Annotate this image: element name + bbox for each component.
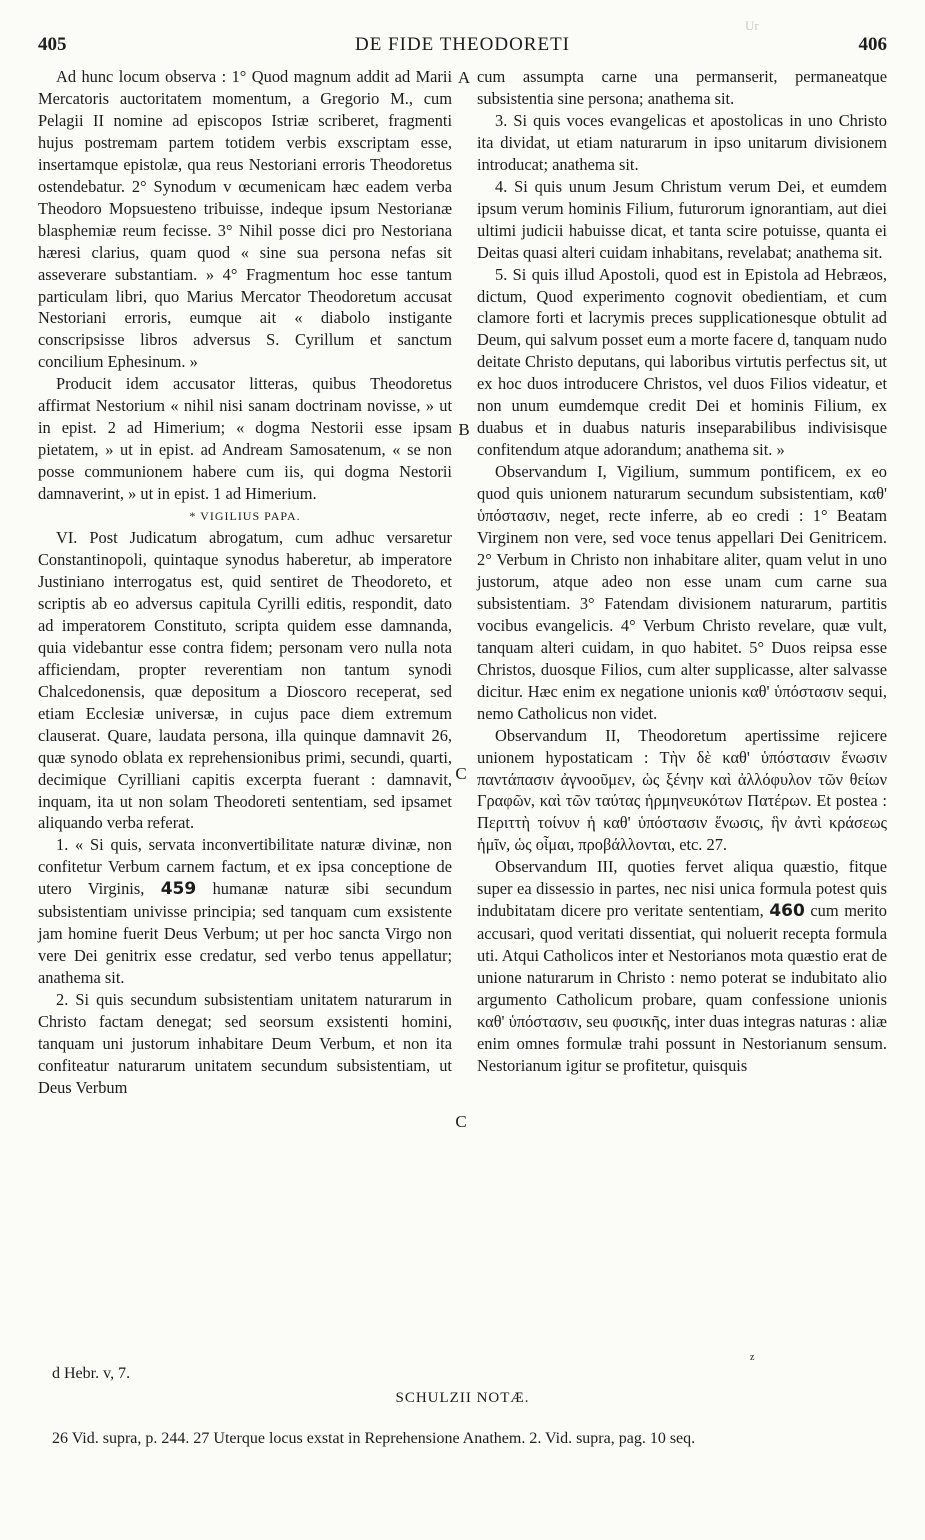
- paragraph: [477, 856, 887, 1077]
- editor-footnotes: 26 Vid. supra, p. 244. 27 Uterque locus exstat in Reprehensione Anathem. 2. Vid. supra, pag. 10 seq.: [52, 1430, 696, 1447]
- paragraph: Observandum I, Vigilium, summum pontificem, ex eo quod quis unionem naturarum secundum subsistentiam, καθ' ὑπόστασιν, neget, recte inferre, ab eo credi : 1° Beatam Virginem non vere, sed voce tenus appellari Dei Genitricem. 2° Verbum in Christo non inhabitare aliter, quam velut in uno justorum, atque adeo non esse unam cum carne sua subsistentiam. 3° Fatendam divisionem naturarum, partitis vocibus evangelicis. 4° Verbum Christo revelare, quæ vult, tanquam alteri cuidam, in quo habitet. 5° Duos reipsa esse Christos, duosque Filios, cum alter supplicasse, alter salvasse dicitur. Hæc enim ex negatione unionis καθ' ὑπόστασιν sequi, nemo Catholicus non videt.: [477, 462, 887, 723]
- faint-stamp: Ur: [745, 18, 759, 33]
- paragraph: [38, 834, 452, 989]
- margin-letter-b: B: [458, 420, 470, 439]
- text-run: 1. « Si quis, servata inconvertibilitate naturæ divinæ, non confitetur Verbum carnem factum, et ex ipsa conceptione de utero Virginis,: [38, 835, 452, 899]
- paragraph: Observandum II, Theodoretum apertissime rejicere unionem hypostaticam : Τὴν δὲ καθ' ὑπόστασιν ἕνωσιν παντάπασιν ἀγνοοῦμεν, ὡς ξένην καὶ ἀλλόφυλον τῶν θείων Γραφῶν, καὶ τῶν ταύτας ἡρμηνευκότων Πατέρων. Et postea : Περιττὴ τοίνυν ἡ καθ' ὑπόστασιν ἕνωσις, ἣν ἀντὶ κράσεως ἡμῖν, ὡς οἶμαι, προβάλλονται, etc. 27.: [477, 725, 887, 855]
- page-footnote: d Hebr. v, 7.: [52, 1365, 131, 1382]
- margin-letter-a: A: [457, 68, 471, 87]
- margin-letter-c: C: [455, 764, 467, 783]
- notes-heading: SCHULZII NOTÆ.: [395, 1390, 530, 1406]
- paragraph: 4. Si quis unum Jesum Christum verum Dei, et eumdem ipsum verum hominis Filium, futurorum ignorantiam, aut diei ultimi judicii habuisse dicat, et tanta scire potuisse, quanta ei Deitas quasi alteri cuidam inhabitans, revelabat; anathema sit.: [477, 176, 887, 262]
- paragraph: Producit idem accusator litteras, quibus Theodoretus affirmat Nestorium « nihil nisi sanam doctrinam novisse, » ut in epist. 2 ad Himerium; « dogma Nestorii esse ipsam pietatem, » ut in epist. ad Andream Samosatenum, « se non posse communionem habere cum iis, qui dogma Nestorii damnaverint, » ut in epist. 1 ad Himerium.: [38, 374, 452, 504]
- page-number-left: 405: [38, 34, 67, 55]
- page-number-right: 406: [858, 34, 887, 55]
- right-column: [477, 66, 887, 1077]
- small-mark: z: [750, 1352, 755, 1363]
- paragraph: 5. Si quis illud Apostoli, quod est in Epistola ad Hebræos, dictum, Quod experimento cognovit obedientiam, et cum clamore forti et lacrymis preces supplicationesque obtulit ad Deum, qui salvum posset eum a morte facere d, tanquam nudo deitate Christo deputans, qui laboribus virtutis perfectus sit, ut ex hoc duos introducere Christos, vel duos Filios videatur, et non unum eumdemque credit Dei et hominis Filium, ex duabus et in duabus naturis inseparabilibus indivisisque confitendum atque adorandum; anathema sit. »: [477, 264, 887, 460]
- paragraph: 2. Si quis secundum subsistentiam unitatem naturarum in Christo factam denegat; sed seorsum exsistenti homini, tanquam uni justorum inhabitare Deum Verbum, et non ita confiteatur naturarum unitatem secundum subsistentiam, ut Deus Verbum: [38, 990, 452, 1097]
- running-title: DE FIDE THEODORETI: [354, 34, 570, 55]
- left-column: [38, 66, 452, 1099]
- column-number: 459: [160, 879, 197, 900]
- paragraph: 3. Si quis voces evangelicas et apostolicas in uno Christo ita dividat, ut etiam naturarum in ipso unitarum divisionem introducat; anathema sit.: [477, 110, 887, 174]
- section-heading: * VIGILIUS PAPA.: [189, 509, 301, 524]
- paragraph: Ad hunc locum observa : 1° Quod magnum addit ad Marii Mercatoris auctoritatem momentum, a Gregorio M., cum Pelagii II nomine ad episcopos Istriæ scriberet, fragmenti hujus postremam partem totidem verbis exscriptam esse, insertamque epistolæ, qua reus Nestoriani erroris Theodoretus ostendebatur. 2° Synodum v œcumenicam hæc eadem verba Theodoro Mopsuesteno tribuisse, indeque ipsum Nestorianæ blasphemiæ reum fecisse. 3° Nihil posse dici pro Nestoriana hæresi clarius, quam quod « sine sua persona nefas sit asseverare substantiam. » 4° Fragmentum hoc esse tantum particulam libri, quo Marius Mercator Theodoretum accusat Nestoriani erroris, eumque ait « diabolo instigante conscripsisse libros adversus S. Cyrillum et sanctum concilium Ephesinum. »: [38, 67, 452, 372]
- page-header: [38, 34, 887, 60]
- margin-letter-c: C: [455, 1112, 467, 1131]
- text-run: humanæ naturæ sibi secundum subsistentiam univisse principia; sed tanquam cum exsistente jam homine fuerit Deus Verbum; ut per hoc sancta Virgo non vere Dei genitrix esse credatur, sed verbo tenus appellatur; anathema sit.: [38, 879, 452, 988]
- text-run: cum merito accusari, quod veritati dissentiat, qui noluerit recepta formula uti. Atqui Catholicos inter et Nestorianos mota quæstio erat de unione naturarum in Christo : nemo poterat se indubitato alio argumento Catholicum probare, quam confessione unionis καθ' ὑπόστασιν, seu φυσικῆς, inter duas integras naturas : aliæ enim omnes formulæ trahi possunt in Nestorianum sensum. Nestorianum igitur se profitetur, quisquis: [477, 901, 887, 1075]
- paragraph: VI. Post Judicatum abrogatum, cum adhuc versaretur Constantinopoli, quintaque synodus haberetur, ab imperatore Justiniano interrogatus est, quid sentiret de Theodoreto, et scriptis ab eo adversus capitula Cyrilli editis, respondit, dato ad imperatorem Constituto, scripta quidem esse damnanda, quia videbantur esse contra fidem; personam vero nulla nota afficiendam, propter reverentiam non tantum synodi Chalcedonensis, quæ depositum a Dioscoro receperat, sed etiam Ecclesiæ universæ, in cujus pace diem extremum clauserat. Quare, laudata persona, illa quinque damnavit 26, quæ synodo oblata ex reprehensionibus primi, secundi, quarti, decimique Cyrilliani capitis excerpta fuerant : damnavit, inquam, ita ut non solam Theodoreti sententiam, sed ipsamet aliquando verba referat.: [38, 528, 452, 833]
- paragraph: cum assumpta carne una permanserit, permaneatque subsistentia sine persona; anathema sit.: [477, 67, 887, 108]
- text-run: Observandum III, quoties fervet aliqua quæstio, fitque super ea dissessio in partes, nec nisi unica formula potest quis indubitatam dicere pro veritate sententiam,: [477, 857, 887, 921]
- column-number: 460: [769, 901, 805, 922]
